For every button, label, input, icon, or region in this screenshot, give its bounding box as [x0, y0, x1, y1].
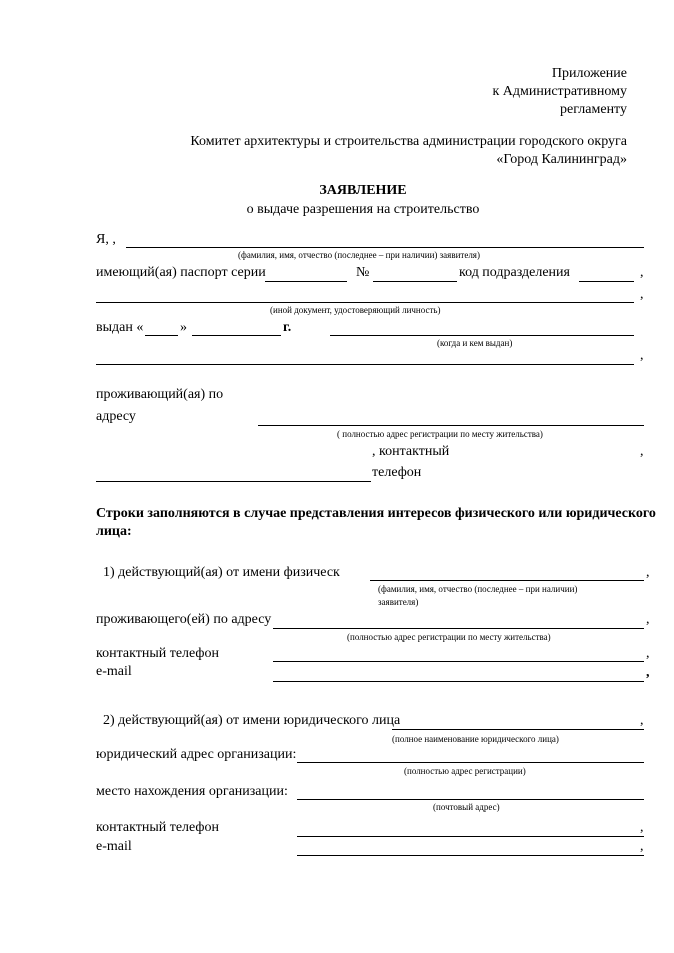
legal-name-field[interactable] [392, 729, 644, 730]
passport-number-field[interactable] [373, 281, 457, 282]
contact-label-line-2: телефон [372, 465, 422, 480]
comma: , [646, 612, 650, 627]
other-document-field[interactable] [96, 302, 634, 303]
individual-fio-field[interactable] [370, 580, 644, 581]
residence-address-hint: ( полностью адрес регистрации по месту жительства) [337, 429, 543, 439]
fio-hint: (фамилия, имя, отчество (последнее – при наличии) заявителя) [238, 250, 480, 260]
residence-address-field-2[interactable] [96, 481, 371, 482]
appendix-line-3: регламенту [560, 102, 627, 117]
representation-note-line-1: Строки заполняются в случае представления интересов физического или юридического [96, 506, 656, 521]
contact-label-line-1: , контактный [372, 444, 450, 459]
postal-address-hint: (почтовый адрес) [433, 802, 500, 812]
residing-label-line-1: проживающий(ая) по [96, 387, 224, 402]
individual-address-field[interactable] [273, 628, 644, 629]
location-field[interactable] [297, 799, 644, 800]
issued-month-field[interactable] [192, 335, 281, 336]
passport-number-label: № [356, 265, 370, 280]
comma: , [640, 287, 644, 302]
location-label: место нахождения организации: [96, 784, 288, 799]
comma: , [640, 820, 644, 835]
document-subtitle: о выдаче разрешения на строительство [246, 202, 480, 217]
residence-address-field[interactable] [258, 425, 644, 426]
issued-label: выдан « [96, 320, 144, 335]
other-document-hint: (иной документ, удостоверяющий личность) [270, 305, 441, 315]
issued-by-field[interactable] [330, 335, 634, 336]
year-suffix: г. [283, 320, 292, 335]
issued-day-field[interactable] [145, 335, 178, 336]
document-title: ЗАЯВЛЕНИЕ [319, 183, 407, 198]
legal-phone-field[interactable] [297, 836, 644, 837]
legal-label: 2) действующий(ая) от имени юридического лица [103, 713, 401, 728]
legal-phone-label: контактный телефон [96, 820, 219, 835]
issued-by-field-2[interactable] [96, 364, 634, 365]
legal-email-label: e-mail [96, 839, 132, 854]
individual-fio-hint-line-1: (фамилия, имя, отчество (последнее – при наличии) [378, 584, 578, 594]
comma: , [646, 665, 650, 680]
committee-line-1: Комитет архитектуры и строительства администрации городского округа [190, 134, 627, 149]
comma: , [640, 444, 644, 459]
division-code-field[interactable] [579, 281, 634, 282]
issued-quote-close: » [180, 320, 187, 335]
individual-fio-hint-line-2: заявителя) [378, 597, 419, 607]
representation-note-line-2: лица: [96, 524, 132, 539]
division-code-label: код подразделения [459, 265, 570, 280]
passport-series-field[interactable] [265, 281, 347, 282]
legal-email-field[interactable] [297, 855, 644, 856]
ya-label: Я, , [96, 232, 116, 247]
comma: , [640, 713, 644, 728]
individual-residing-label: проживающего(ей) по адресу [96, 612, 272, 627]
passport-label: имеющий(ая) паспорт серии [96, 265, 266, 280]
appendix-line-2: к Административному [492, 84, 627, 99]
residing-label-line-2: адресу [96, 409, 136, 424]
appendix-line-1: Приложение [551, 66, 627, 81]
individual-address-hint: (полностью адрес регистрации по месту жительства) [347, 632, 551, 642]
comma: , [640, 348, 644, 363]
comma: , [646, 646, 650, 661]
comma: , [640, 839, 644, 854]
individual-phone-field[interactable] [273, 661, 644, 662]
comma: , [640, 265, 644, 280]
legal-address-field[interactable] [297, 762, 644, 763]
legal-address-hint: (полностью адрес регистрации) [404, 766, 526, 776]
issued-by-hint: (когда и кем выдан) [437, 338, 513, 348]
individual-label: 1) действующий(ая) от имени физическ [103, 565, 340, 580]
individual-phone-label: контактный телефон [96, 646, 219, 661]
committee-line-2: «Город Калининград» [496, 152, 627, 167]
individual-email-label: e-mail [96, 664, 132, 679]
legal-address-label: юридический адрес организации: [96, 747, 297, 762]
fio-field[interactable] [126, 247, 644, 248]
legal-name-hint: (полное наименование юридического лица) [392, 734, 559, 744]
comma: , [646, 565, 650, 580]
individual-email-field[interactable] [273, 681, 644, 682]
